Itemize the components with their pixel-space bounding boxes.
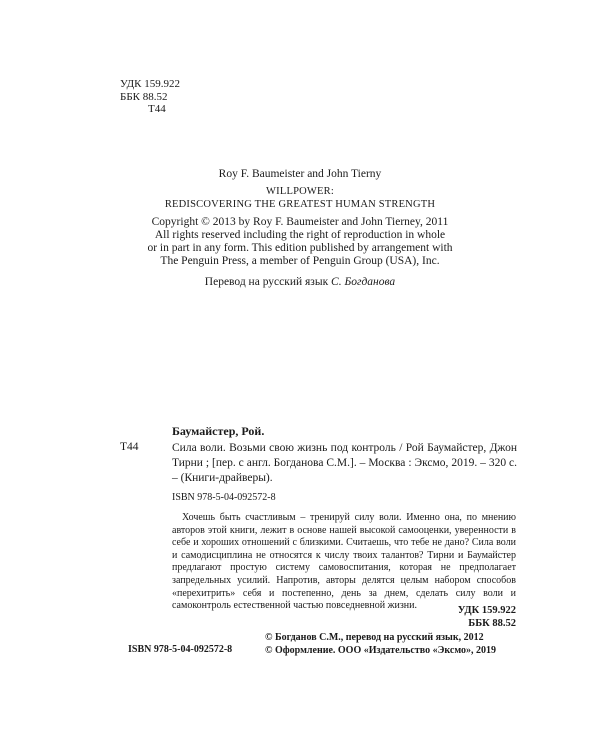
footer-copyright-line-1: © Богданов С.М., перевод на русский язык, 2012 [265,632,484,643]
bibliographic-description: Сила воли. Возьми свою жизнь под контроль / Рой Баумайстер, Джон Тирни ; [пер. с англ. Богданова С.М.]. – Москва : Эксмо, 2019. – 320 с. – (Книги-драйверы). [172,442,517,484]
udk-code: УДК 159.922 [120,78,181,90]
copyright-line-2: All rights reserved including the right of reproduction in whole [154,229,446,241]
bibliographic-author: Баумайстер, Рой. [172,424,265,438]
original-copyright [0,216,600,268]
copyright-line-1: Copyright © 2013 by Roy F. Baumeister and John Tierney, 2011 [151,216,449,228]
original-title-line-2: REDISCOVERING THE GREATEST HUMAN STRENGTH [164,198,436,210]
footer-bbk: ББК 88.52 [468,617,516,629]
original-authors: Roy F. Baumeister and John Tierny [218,168,382,180]
bbk-code: ББК 88.52 [120,90,168,103]
copyright-line-3: or in part in any form. This edition published by arrangement with [147,242,453,254]
bibliographic-isbn: ISBN 978-5-04-092572-8 [172,492,276,503]
copyright-line-4: The Penguin Press, a member of Penguin Group (USA), Inc. [160,255,440,267]
footer-copyright [265,631,496,657]
author-mark: Т44 [148,103,166,115]
footer-isbn: ISBN 978-5-04-092572-8 [128,644,233,655]
translator-name: С. Богданова [331,276,396,288]
original-title-line-1: WILLPOWER: [266,186,334,197]
footer-copyright-line-2: © Оформление. ООО «Издательство «Эксмо», 2019 [265,645,496,656]
annotation: Хочешь быть счастливым – тренируй силу воли. Именно она, по мнению авторов этой книги, лежит в основе нашей высокой самооценки, уверенности в себе и хороших отношений с близкими. Считаешь, что тебе не дано? Сила воли и самодисциплина не относятся к числу твоих талантов? Тирни и Баумайстер предлагают простую систему самовоспитания, которая не предполагает запредельных усилий. Напротив, авторы делятся целым набором способов «перехитрить» себя и постепенно, день за днем, сделать силу воли и самоконтроль естественной частью повседневной жизни. [172,512,516,612]
footer-udk: УДК 159.922 [457,605,516,616]
classification-block [120,78,180,116]
original-title [0,186,600,211]
translation-credit [0,276,600,288]
translation-prefix: Перевод на русский язык [204,276,332,288]
footer-classification [400,605,516,630]
bibliographic-mark: Т44 [120,441,139,453]
